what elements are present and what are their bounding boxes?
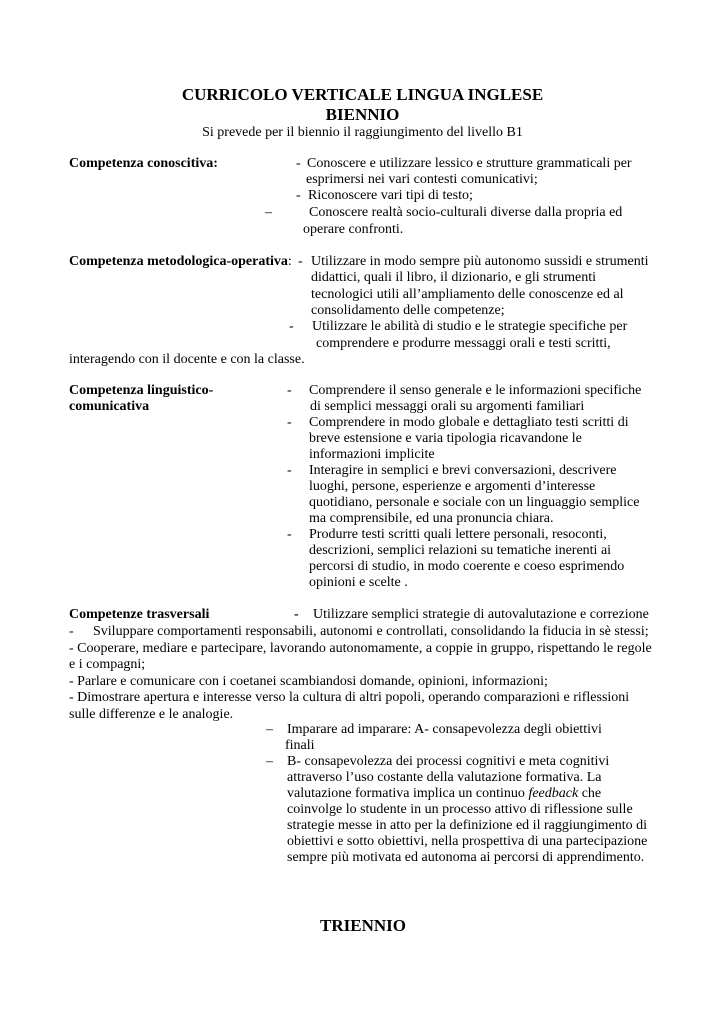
list-item: Interagire in semplici e brevi conversazioni, descrivere [309, 463, 617, 478]
list-item: tecnologici utili all’ampliamento delle conoscenze ed al [311, 287, 624, 302]
bullet-dash: - [69, 624, 74, 639]
list-item: Riconoscere vari tipi di testo; [308, 188, 473, 203]
list-item: Conoscere realtà socio-culturali diverse dalla propria ed [309, 205, 623, 220]
section-label [69, 253, 292, 271]
list-item: quotidiano, personale e sociale con un linguaggio semplice [309, 495, 640, 510]
bullet-dash: – [266, 754, 273, 769]
doc-title: CURRICOLO VERTICALE LINGUA INGLESE [181, 85, 544, 104]
list-item: - Cooperare, mediare e partecipare, lavorando autonomamente, a coppie in gruppo, rispettando le regole [69, 641, 652, 656]
list-item: consolidamento delle competenze; [311, 303, 505, 318]
list-item: descrizioni, semplici relazioni su tematiche inerenti ai [309, 543, 612, 558]
list-item: Conoscere e utilizzare lessico e strutture grammaticali per [307, 156, 632, 171]
list-item: breve estensione e varia tipologia ricavandone le [309, 431, 582, 446]
bullet-dash: - [287, 415, 292, 430]
bullet-dash: - [287, 463, 292, 478]
text: valutazione formativa implica un continuo [287, 786, 529, 801]
list-item: Produrre testi scritti quali lettere personali, resoconti, [309, 527, 607, 542]
text: che [578, 786, 602, 801]
list-item: - Dimostrare apertura e interesse verso la cultura di altri popoli, operando comparazioni e riflessioni [69, 690, 630, 705]
bullet-dash: - [296, 156, 301, 171]
bullet-dash: - [287, 527, 292, 542]
list-item: Utilizzare in modo sempre più autonomo sussidi e strumenti [311, 254, 649, 269]
list-item: - Parlare e comunicare con i coetanei scambiandosi domande, opinioni, informazioni; [69, 674, 548, 689]
section-label-text: Competenza metodologica-operativa [69, 254, 288, 269]
list-item: Comprendere il senso generale e le informazioni specifiche [309, 383, 642, 398]
list-item: B- consapevolezza dei processi cognitivi e meta cognitivi [287, 754, 610, 769]
colon: : [287, 254, 292, 269]
list-item: e i compagni; [69, 657, 146, 672]
bullet-dash: – [266, 722, 273, 737]
list-item: Sviluppare comportamenti responsabili, autonomi e controllati, consolidando la fiducia in sè stessi; [93, 624, 649, 639]
list-item: operare confronti. [303, 222, 404, 237]
list-item: strategie messe in atto per la definizione ed il raggiungimento di [287, 818, 648, 833]
list-item: Comprendere in modo globale e dettagliato testi scritti di [309, 415, 629, 430]
list-item: di semplici messaggi orali su argomenti familiari [310, 399, 585, 414]
italic-term: feedback [528, 786, 579, 801]
list-item: opinioni e scelte . [309, 575, 408, 590]
bullet-dash: - [287, 383, 292, 398]
list-item: obiettivi e sotto obiettivi, nella prospettiva di una partecipazione [287, 834, 648, 849]
list-item: finali [285, 738, 315, 753]
list-item: comprendere e produrre messaggi orali e testi scritti, [316, 336, 611, 351]
list-item: luoghi, persone, esperienze e argomenti d’interesse [309, 479, 596, 494]
list-item: sempre più motivata ed autonoma ai percorsi di apprendimento. [287, 850, 645, 865]
list-item: didattici, quali il libro, il dizionario, e gli strumenti [311, 270, 597, 285]
list-item: Imparare ad imparare: A- consapevolezza degli obiettivi [287, 722, 602, 737]
intro-text: Si prevede per il biennio il raggiungimento del livello B1 [202, 125, 523, 140]
list-item: attraverso l’uso costante della valutazione formativa. La [287, 770, 602, 785]
list-item: sulle differenze e le analogie. [69, 707, 234, 722]
list-item: Utilizzare semplici strategie di autovalutazione e correzione [313, 607, 649, 622]
list-item: interagendo con il docente e con la classe. [69, 352, 305, 367]
bullet-dash: - [294, 607, 299, 622]
list-item: percorsi di studio, in modo coerente e coeso esprimendo [309, 559, 625, 574]
bullet-dash: – [265, 205, 272, 220]
section-label: Competenza conoscitiva: [69, 156, 218, 171]
section-label: Competenza linguistico- [69, 383, 214, 398]
list-item: coinvolge lo studente in un processo attivo di riflessione sulle [287, 802, 633, 817]
section-label: comunicativa [69, 399, 150, 414]
doc-subtitle: BIENNIO [325, 105, 400, 124]
list-item: esprimersi nei vari contesti comunicativi; [306, 172, 538, 187]
bullet-dash: - [298, 254, 303, 269]
section-heading-triennio: TRIENNIO [320, 916, 406, 935]
list-item: informazioni implicite [309, 447, 435, 462]
section-label: Competenze trasversali [69, 607, 210, 622]
bullet-dash: - [296, 188, 301, 203]
list-item: ma comprensibile, ed una pronuncia chiara. [309, 511, 554, 526]
bullet-dash: - [289, 319, 294, 334]
list-item: Utilizzare le abilità di studio e le strategie specifiche per [312, 319, 628, 334]
